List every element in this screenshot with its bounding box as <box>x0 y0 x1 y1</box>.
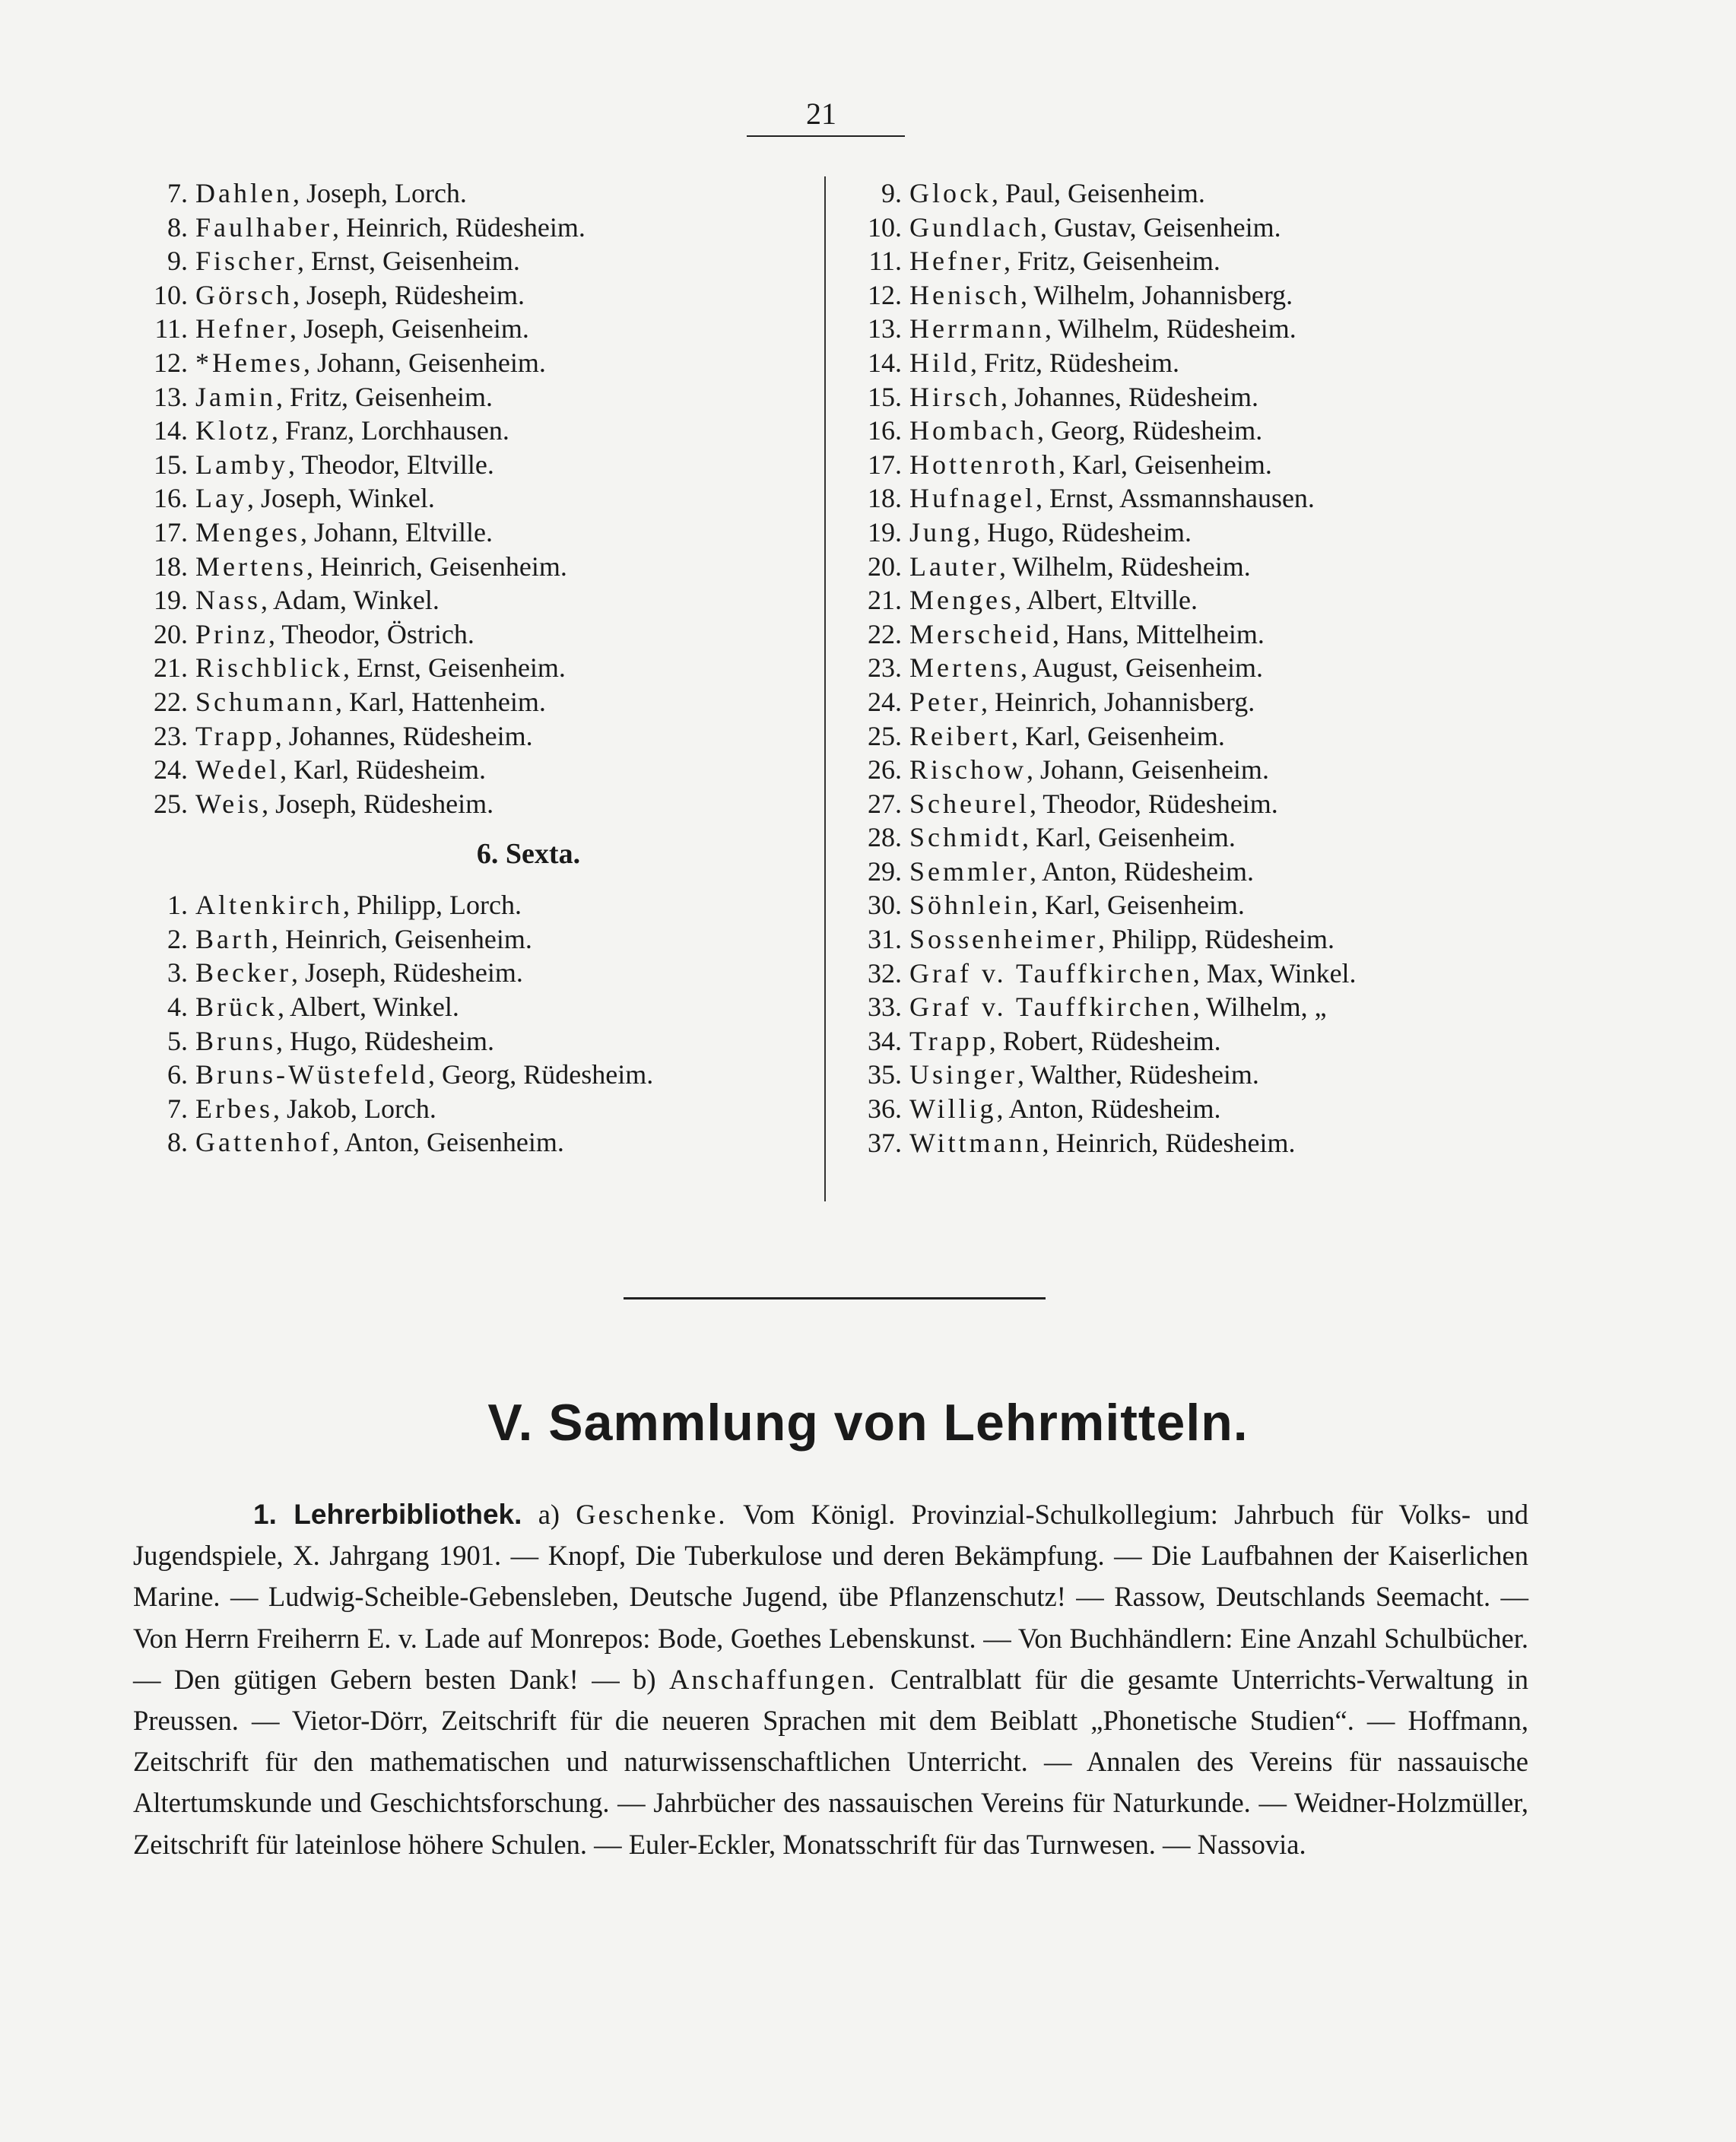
item-number: 11. <box>154 313 188 344</box>
item-number: 7. <box>167 1093 188 1124</box>
item-surname: Weis <box>195 788 262 819</box>
item-number: 20. <box>154 618 188 649</box>
item-surname: Klotz <box>195 415 271 446</box>
item-surname: Hufnagel <box>909 483 1036 514</box>
item-details: , Joseph, Rüdesheim. <box>262 788 494 819</box>
item-details: , Karl, Geisenheim. <box>1031 890 1245 921</box>
list-item <box>862 990 1623 1024</box>
list-item <box>148 550 817 584</box>
item-details: , Hugo, Rüdesheim. <box>973 516 1192 547</box>
list-item <box>148 244 817 278</box>
item-number: 18. <box>868 483 902 514</box>
item-number: 34. <box>868 1025 902 1056</box>
item-details: , Philipp, Lorch. <box>342 890 522 921</box>
item-number: 13. <box>154 381 188 412</box>
item-surname: Rischblick <box>195 652 343 684</box>
right-column <box>862 176 1623 1160</box>
item-surname: Altenkirch <box>195 890 343 921</box>
item-surname: Merscheid <box>909 618 1052 649</box>
item-number: 21. <box>154 652 188 684</box>
item-details: , Ernst, Geisenheim. <box>297 246 520 277</box>
item-surname: Herrmann <box>909 313 1045 344</box>
item-surname: Becker <box>195 957 291 988</box>
item-number: 20. <box>868 551 902 582</box>
item-number: 15. <box>868 381 902 412</box>
section-title: V. Sammlung von Lehrmitteln. <box>487 1394 1249 1452</box>
item-number: 14. <box>868 347 902 378</box>
item-number: 16. <box>868 415 902 446</box>
item-details: , Fritz, Geisenheim. <box>1003 246 1220 277</box>
left-list-bottom <box>148 888 817 1160</box>
item-number: 14. <box>154 415 188 446</box>
item-surname: Willig <box>909 1093 997 1125</box>
list-item <box>148 414 817 448</box>
geschenke-text: Vom Königl. Provinzial-Schulkollegium: Jahrbuch für Volks- und Jugendspiele, X. Jahrgang 1901. — Knopf, Die Tuberkulose und deren Bekämpfung. — Die Laufbahnen der Kaiserlichen Marine. — Ludwig-Scheible-Gebensleben, Deutsche Jugend, übe Pflanzenschutz! — Rassow, Deutschlands Seemacht. — Von Herrn Freiherrn E. v. Lade auf Monrepos: Bode, Goethes Lebenskunst. — Von Buchhändlern: Eine Anzahl Schulbücher. — Den gütigen Gebern besten Dank! — <box>133 1499 1529 1695</box>
page-number: 21 <box>806 97 836 131</box>
list-item <box>862 753 1623 787</box>
item-details: , Georg, Rüdesheim. <box>427 1059 654 1090</box>
item-details: , Heinrich, Johannisberg. <box>980 686 1255 717</box>
sexta-heading: 6. Sexta. <box>476 838 581 871</box>
item-details: , Paul, Geisenheim. <box>991 178 1205 208</box>
item-details: , Fritz, Geisenheim. <box>276 381 493 412</box>
list-item <box>862 1092 1623 1126</box>
item-details: , Karl, Geisenheim. <box>1022 822 1236 853</box>
item-details: , Georg, Rüdesheim. <box>1036 415 1263 446</box>
item-number: 1. <box>167 890 188 921</box>
list-item <box>148 787 817 821</box>
item-details: , Jakob, Lorch. <box>272 1093 436 1124</box>
item-details: , Ernst, Assmannshausen. <box>1035 483 1315 514</box>
item-number: 24. <box>154 754 188 785</box>
item-details: , Max, Winkel. <box>1192 957 1357 988</box>
item-surname: Henisch <box>909 279 1020 310</box>
item-surname: Trapp <box>195 720 275 751</box>
item-surname: Erbes <box>195 1093 273 1124</box>
item-details: , Adam, Winkel. <box>261 585 440 616</box>
list-item <box>862 244 1623 278</box>
list-item <box>148 922 817 957</box>
item-surname: Reibert <box>909 720 1011 751</box>
list-item <box>148 448 817 482</box>
item-surname: Scheurel <box>909 788 1030 819</box>
item-details: , Hugo, Rüdesheim. <box>276 1025 494 1056</box>
item-surname: Hottenroth <box>909 449 1058 480</box>
item-details: , Wilhelm, Rüdesheim. <box>1044 313 1296 344</box>
item-details: , Heinrich, Rüdesheim. <box>332 211 586 243</box>
item-details: , Hans, Mittelheim. <box>1052 618 1265 649</box>
item-details: , Albert, Eltville. <box>1014 585 1198 616</box>
geschenke-label: Geschenke. <box>576 1499 728 1530</box>
item-number: 25. <box>868 720 902 751</box>
item-number: 37. <box>868 1127 902 1158</box>
item-number: 21. <box>868 585 902 616</box>
item-details: , Ernst, Geisenheim. <box>342 652 566 684</box>
item-surname: Wittmann <box>909 1127 1043 1158</box>
item-number: 8. <box>167 1127 188 1158</box>
item-surname: Glock <box>909 178 992 208</box>
list-item <box>148 481 817 516</box>
item-number: 23. <box>868 652 902 684</box>
label-a: a) <box>538 1499 576 1530</box>
item-details: , Joseph, Geisenheim. <box>289 313 529 344</box>
list-item <box>862 550 1623 584</box>
item-details: , Anton, Rüdesheim. <box>996 1093 1221 1125</box>
item-number: 16. <box>154 483 188 514</box>
anschaffungen-text: Centralblatt für die gesamte Unterrichts-Verwaltung in Preussen. — Vietor-Dörr, Zeitschrift für die neueren Sprachen mit dem Beiblatt „Phonetische Studien“. — Hoffmann, Zeitschrift für den mathematischen und naturwissenschaftlichen Unterricht. — Annalen des Vereins für nassauische Altertumskunde und Geschichtsforschung. — Jahrbücher des nassauischen Vereins für Naturkunde. — Weidner-Holzmüller, Zeitschrift für lateinlose höhere Schulen. — Euler-Eckler, Monatsschrift für das Turnwesen. — Nassovia. <box>133 1663 1529 1860</box>
left-column <box>148 176 817 1160</box>
item-number: 3. <box>167 957 188 988</box>
item-details: , Johann, Geisenheim. <box>1027 754 1269 785</box>
item-details: , Theodor, Rüdesheim. <box>1029 788 1278 819</box>
list-item <box>862 346 1623 380</box>
list-item <box>148 719 817 754</box>
item-surname: Gattenhof <box>195 1127 332 1158</box>
item-surname: Menges <box>195 516 300 547</box>
list-item <box>862 1058 1623 1092</box>
item-details: , Karl, Rüdesheim. <box>280 754 487 785</box>
item-details: , Theodor, Eltville. <box>287 449 494 480</box>
item-number: 10. <box>154 279 188 310</box>
item-number: 4. <box>167 992 188 1023</box>
item-number: 30. <box>868 890 902 921</box>
label-b: b) <box>633 1663 669 1695</box>
item-surname: Barth <box>195 923 271 954</box>
item-details: , Heinrich, Geisenheim. <box>271 923 532 954</box>
item-surname: Hombach <box>909 415 1037 446</box>
item-surname: Bruns <box>195 1025 277 1056</box>
item-details: , Albert, Winkel. <box>277 992 459 1023</box>
list-item <box>862 922 1623 957</box>
item-details: , Philipp, Rüdesheim. <box>1097 924 1335 955</box>
item-surname: Lay <box>195 483 247 514</box>
item-number: 22. <box>154 686 188 717</box>
item-details: , Joseph, Lorch. <box>292 178 467 208</box>
list-item <box>862 448 1623 482</box>
list-item <box>862 1126 1623 1160</box>
item-details: , Anton, Rüdesheim. <box>1029 855 1254 887</box>
item-surname: Trapp <box>909 1025 989 1056</box>
item-number: 36. <box>868 1093 902 1125</box>
item-surname: Wedel <box>195 754 281 785</box>
item-details: , Robert, Rüdesheim. <box>989 1025 1221 1056</box>
item-surname: Dahlen <box>195 178 293 208</box>
item-surname: *Hemes <box>195 347 303 378</box>
list-item <box>148 956 817 990</box>
list-item <box>148 380 817 414</box>
item-number: 33. <box>868 992 902 1023</box>
item-surname: Hefner <box>195 313 290 344</box>
item-number: 11. <box>868 246 902 277</box>
list-item <box>862 583 1623 617</box>
item-surname: Söhnlein <box>909 890 1032 921</box>
item-surname: Faulhaber <box>195 211 332 243</box>
list-item <box>862 516 1623 550</box>
item-details: , August, Geisenheim. <box>1020 652 1263 684</box>
list-item <box>862 957 1623 991</box>
list-item <box>148 583 817 617</box>
list-item <box>148 346 817 380</box>
list-item <box>862 855 1623 889</box>
item-details: , Walther, Rüdesheim. <box>1017 1059 1259 1090</box>
left-list-top <box>148 176 817 820</box>
item-surname: Nass <box>195 585 261 616</box>
item-details: , Johannes, Rüdesheim. <box>1000 381 1258 412</box>
item-surname: Schumann <box>195 686 335 717</box>
item-surname: Bruns-Wüstefeld <box>195 1059 428 1090</box>
list-item <box>148 516 817 550</box>
right-list <box>862 176 1623 1160</box>
item-surname: Usinger <box>909 1059 1017 1090</box>
list-item <box>862 617 1623 652</box>
item-number: 19. <box>154 585 188 616</box>
list-item <box>148 312 817 346</box>
item-number: 24. <box>868 686 902 717</box>
item-number: 35. <box>868 1059 902 1090</box>
item-surname: Hirsch <box>909 381 1001 412</box>
item-details: , Franz, Lorchhausen. <box>271 415 509 446</box>
list-item <box>862 651 1623 685</box>
list-item <box>862 820 1623 855</box>
item-surname: Peter <box>909 686 981 717</box>
item-details: , Joseph, Winkel. <box>246 483 435 514</box>
item-details: , Theodor, Östrich. <box>268 618 474 649</box>
item-surname: Sossenheimer <box>909 924 1098 955</box>
item-number: 32. <box>868 957 902 988</box>
item-number: 15. <box>154 449 188 480</box>
item-details: , Joseph, Rüdesheim. <box>292 279 525 310</box>
list-item <box>862 888 1623 922</box>
list-item <box>862 719 1623 754</box>
item-details: , Heinrich, Geisenheim. <box>306 551 567 582</box>
item-number: 28. <box>868 822 902 853</box>
list-item <box>148 1058 817 1092</box>
section-rule <box>624 1297 1046 1299</box>
item-number: 23. <box>154 720 188 751</box>
item-details: , Wilhelm, „ <box>1192 992 1327 1023</box>
item-details: , Fritz, Rüdesheim. <box>970 347 1179 378</box>
list-item <box>148 1092 817 1126</box>
list-item <box>148 753 817 787</box>
list-item <box>148 617 817 652</box>
item-details: , Karl, Geisenheim. <box>1058 449 1272 480</box>
item-surname: Lamby <box>195 449 288 480</box>
item-number: 13. <box>868 313 902 344</box>
list-item <box>148 888 817 922</box>
item-surname: Jung <box>909 516 974 547</box>
item-surname: Schmidt <box>909 822 1023 853</box>
item-number: 2. <box>167 923 188 954</box>
item-surname: Fischer <box>195 246 297 277</box>
item-details: , Anton, Geisenheim. <box>332 1127 564 1158</box>
list-item <box>862 278 1623 313</box>
item-details: , Karl, Hattenheim. <box>335 686 546 717</box>
item-surname: Graf v. Tauffkirchen <box>909 957 1193 988</box>
item-surname: Hefner <box>909 246 1004 277</box>
item-number: 27. <box>868 788 902 819</box>
list-item <box>148 1024 817 1058</box>
item-surname: Lauter <box>909 551 999 582</box>
list-item <box>862 211 1623 245</box>
column-divider <box>824 176 826 1201</box>
item-details: , Wilhelm, Rüdesheim. <box>998 551 1251 582</box>
item-surname: Mertens <box>909 652 1020 684</box>
list-item <box>148 990 817 1024</box>
list-item <box>148 651 817 685</box>
item-number: 10. <box>868 211 902 243</box>
item-number: 29. <box>868 855 902 887</box>
item-surname: Menges <box>909 585 1014 616</box>
item-number: 19. <box>868 516 902 547</box>
list-item <box>862 380 1623 414</box>
item-number: 26. <box>868 754 902 785</box>
item-number: 25. <box>154 788 188 819</box>
page-number-rule <box>747 135 905 137</box>
item-number: 9. <box>167 246 188 277</box>
item-number: 7. <box>167 178 188 208</box>
lehrerbibliothek-paragraph <box>133 1494 1528 1865</box>
item-surname: Brück <box>195 992 278 1023</box>
anschaffungen-label: Anschaffungen. <box>668 1663 878 1695</box>
item-number: 9. <box>881 178 902 208</box>
item-surname: Mertens <box>195 551 306 582</box>
item-number: 6. <box>167 1059 188 1090</box>
item-surname: Graf v. Tauffkirchen <box>909 992 1193 1023</box>
item-surname: Görsch <box>195 279 293 310</box>
item-surname: Gundlach <box>909 211 1040 243</box>
list-item <box>148 211 817 245</box>
list-item <box>148 278 817 313</box>
list-item <box>862 176 1623 211</box>
item-details: , Joseph, Rüdesheim. <box>290 957 523 988</box>
item-details: , Wilhelm, Johannisberg. <box>1020 279 1293 310</box>
item-number: 8. <box>167 211 188 243</box>
item-number: 12. <box>868 279 902 310</box>
item-surname: Rischow <box>909 754 1027 785</box>
item-number: 12. <box>154 347 188 378</box>
item-number: 5. <box>167 1025 188 1056</box>
list-item <box>862 414 1623 448</box>
item-surname: Prinz <box>195 618 268 649</box>
list-item <box>862 1024 1623 1058</box>
list-item <box>862 481 1623 516</box>
item-details: , Johann, Eltville. <box>300 516 493 547</box>
list-item <box>862 312 1623 346</box>
list-item <box>862 685 1623 719</box>
item-details: , Gustav, Geisenheim. <box>1039 211 1281 243</box>
item-surname: Hild <box>909 347 971 378</box>
item-details: , Karl, Geisenheim. <box>1011 720 1225 751</box>
list-item <box>148 1125 817 1160</box>
item-details: , Johann, Geisenheim. <box>303 347 546 378</box>
item-surname: Semmler <box>909 855 1030 887</box>
item-number: 17. <box>154 516 188 547</box>
item-number: 31. <box>868 924 902 955</box>
item-details: , Heinrich, Rüdesheim. <box>1042 1127 1296 1158</box>
item-details: , Johannes, Rüdesheim. <box>275 720 533 751</box>
list-item <box>148 176 817 211</box>
subsection-title: 1. Lehrerbibliothek. <box>253 1499 522 1530</box>
item-number: 22. <box>868 618 902 649</box>
item-number: 18. <box>154 551 188 582</box>
item-number: 17. <box>868 449 902 480</box>
item-surname: Jamin <box>195 381 276 412</box>
list-item <box>148 685 817 719</box>
list-item <box>862 787 1623 821</box>
